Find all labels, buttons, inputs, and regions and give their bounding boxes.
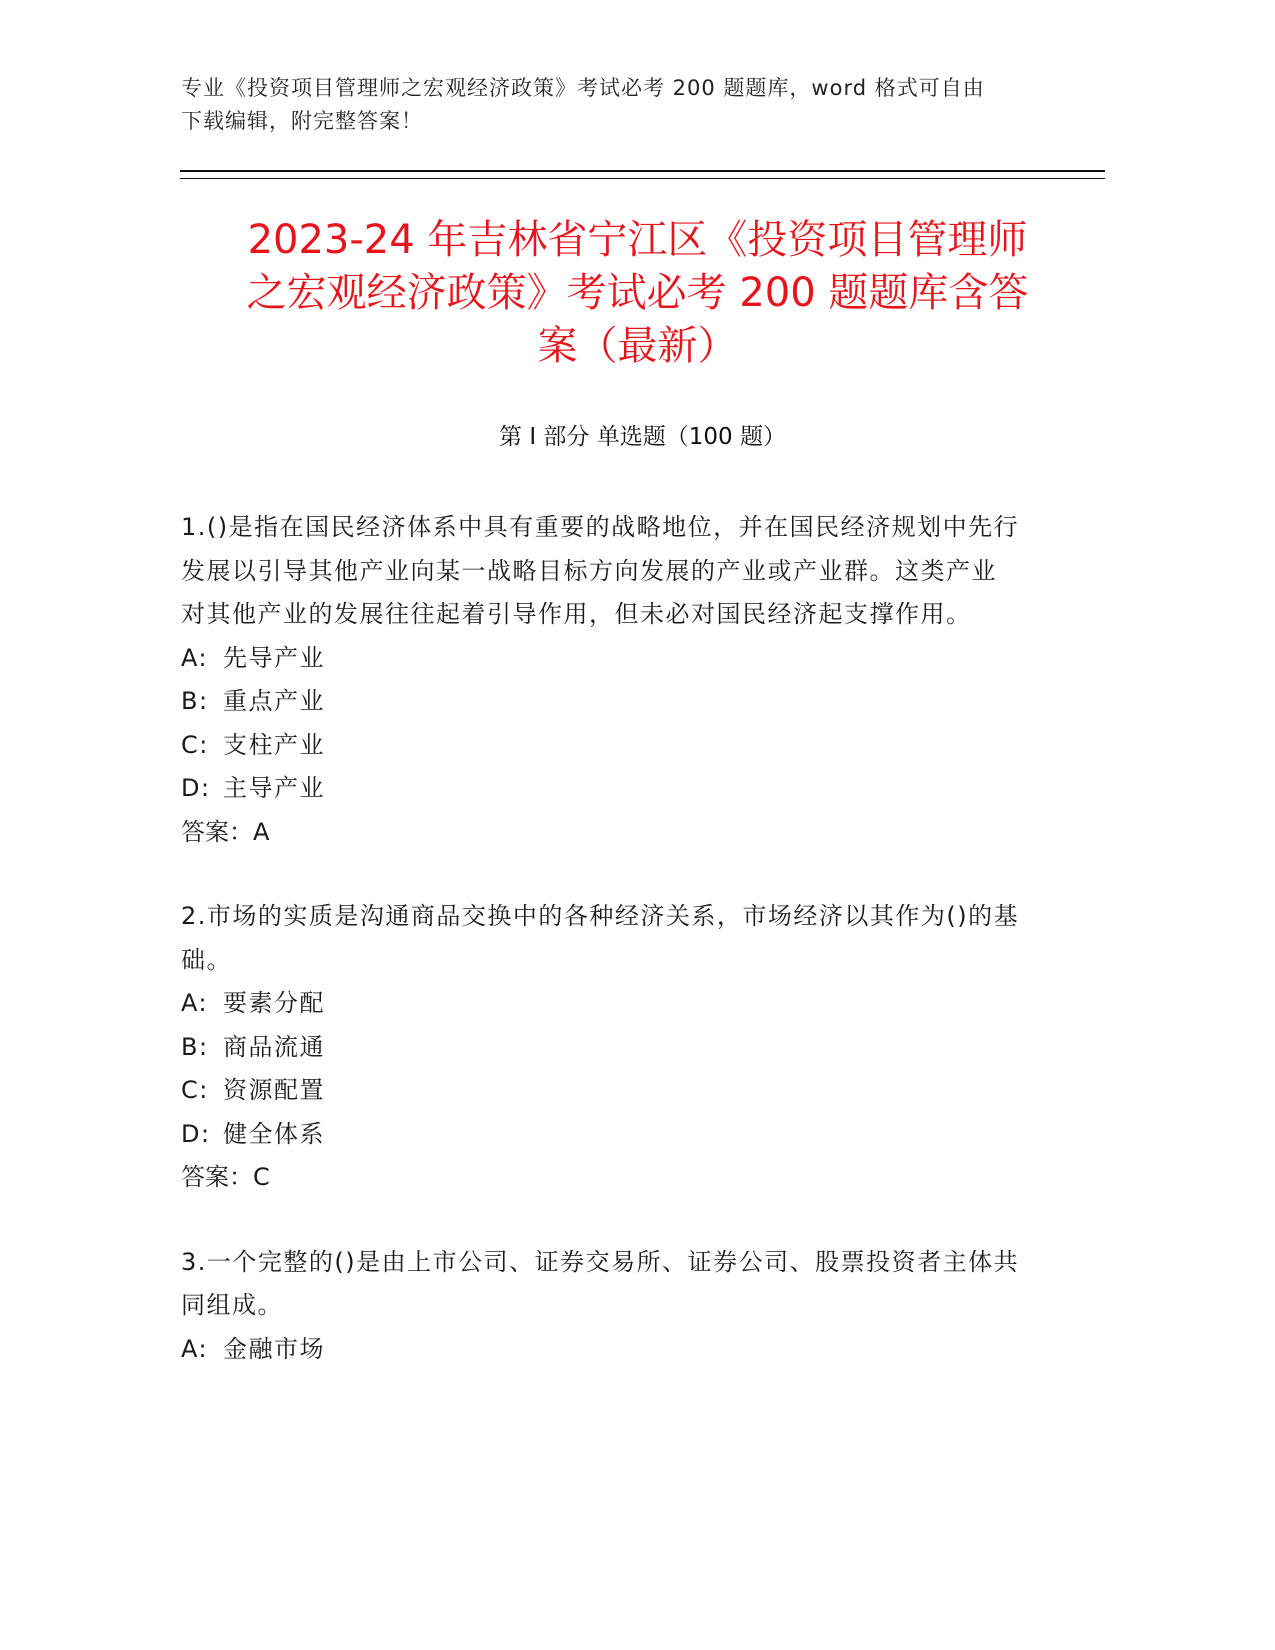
question-2 — [181, 895, 1021, 1200]
question-option-c — [181, 1069, 1021, 1113]
question-option-a — [181, 1328, 1021, 1372]
question-answer: 答案：C — [181, 1163, 270, 1191]
option-letter: D: — [181, 1119, 211, 1148]
question-option-d — [181, 1113, 1021, 1157]
option-text: 要素分配 — [223, 989, 325, 1017]
question-stem: 3.一个完整的()是由上市公司、证券交易所、证券公司、股票投资者主体共同组成。 — [181, 1247, 1020, 1319]
question-option-a — [181, 982, 1021, 1026]
option-text: 商品流通 — [223, 1032, 325, 1061]
header-note-line-2: 下载编辑，附完整答案！ — [181, 109, 423, 133]
question-list — [181, 506, 1021, 1412]
question-stem: 2.市场的实质是沟通商品交换中的各种经济关系，市场经济以其作为()的基础。 — [181, 902, 1020, 974]
section-title: 第 I 部分 单选题（100 题） — [499, 424, 786, 450]
option-letter: B: — [181, 1032, 209, 1061]
option-text: 金融市场 — [223, 1334, 325, 1363]
header-note-line-1: 专业《投资项目管理师之宏观经济政策》考试必考 200 题题库，word 格式可自由 — [181, 76, 985, 100]
option-text: 健全体系 — [223, 1119, 325, 1148]
header-divider-thin — [180, 178, 1105, 179]
question-option-c — [181, 724, 1021, 768]
option-text: 重点产业 — [223, 687, 325, 715]
option-letter: D: — [181, 774, 211, 802]
option-text: 主导产业 — [223, 774, 325, 802]
question-option-a — [181, 637, 1021, 681]
option-letter: C: — [181, 1076, 209, 1104]
option-letter: B: — [181, 687, 209, 715]
document-title-line-3: 案（最新） — [537, 323, 738, 369]
document-title-line-1: 2023-24 年吉林省宁江区《投资项目管理师 — [247, 217, 1028, 263]
question-option-b — [181, 1026, 1021, 1070]
option-letter: C: — [181, 730, 209, 759]
question-option-b — [181, 680, 1021, 724]
document-title-line-2: 之宏观经济政策》考试必考 200 题题库含答 — [246, 270, 1029, 316]
option-text: 资源配置 — [223, 1076, 325, 1104]
question-3 — [181, 1241, 1021, 1372]
question-stem: 1.()是指在国民经济体系中具有重要的战略地位，并在国民经济规划中先行发展以引导其他产业向某一战略目标方向发展的产业或产业群。这类产业对其他产业的发展往往起着引导作用，但未必对国民经济起支撑作用。 — [181, 513, 1020, 628]
question-option-d — [181, 767, 1021, 811]
option-letter: A: — [181, 643, 209, 672]
header-divider-thick — [180, 170, 1105, 172]
question-answer: 答案：A — [181, 817, 270, 846]
option-letter: A: — [181, 1334, 209, 1363]
option-letter: A: — [181, 989, 209, 1017]
option-text: 支柱产业 — [223, 730, 325, 759]
option-text: 先导产业 — [223, 643, 325, 672]
question-1 — [181, 506, 1021, 854]
header-note — [181, 72, 1061, 138]
document-title — [170, 214, 1105, 373]
